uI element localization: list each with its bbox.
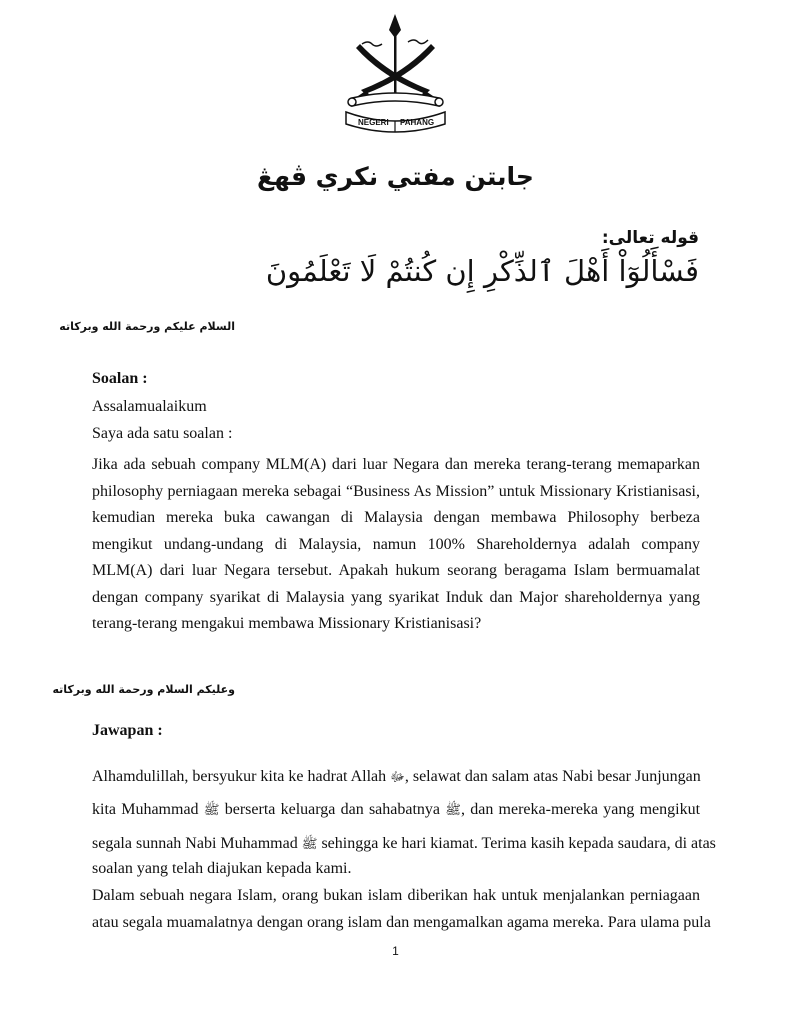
answer-line-6: atau segala muamalatnya dengan orang islam dan mengamalkan agama mereka. Para ulama pula [92, 914, 711, 931]
answer-line-3a: segala sunnah Nabi Muhammad [92, 835, 298, 852]
answer-line-2c: , dan mereka-mereka yang mengikut [460, 801, 701, 818]
saw-glyph: ﷺ [203, 803, 220, 818]
question-line-1: Assalamualaikum [92, 398, 207, 415]
answer-line-3 [92, 835, 716, 855]
answer-line-1b: , selawat dan salam atas Nabi besar Junjungan [404, 768, 701, 785]
pahang-mufti-emblem [338, 8, 453, 136]
quran-verse: فَسْأَلُوٓاْ أَهْلَ ٱلذِّكْرِ إِن كُنتُمْ لَا تَعْلَمُونَ [265, 254, 699, 288]
salam-greeting: السلام عليكم ورحمة الله وبركاته [59, 320, 235, 333]
salam-reply: وعليكم السلام ورحمة الله وبركاته [52, 683, 235, 696]
ra-glyph: ﷺ [445, 803, 461, 818]
answer-line-5: Dalam sebuah negara Islam, orang bukan islam diberikan hak untuk menjalankan perniagaan [92, 887, 700, 904]
answer-heading: Jawapan : [92, 722, 163, 739]
answer-line-2a: kita Muhammad [92, 801, 199, 818]
question-body: Jika ada sebuah company MLM(A) dari luar Negara dan mereka terang-terang memaparkan philosophy perniagaan mereka sebagai “Business As Mission” untuk Missionary Kristianisasi, kemudian mereka buka cawangan di Malaysia dengan membawa Philosophy berbeza mengikut undang-undang di Malaysia, namun 100% Shareholdernya adalah company MLM(A) dari luar Negara tersebut. Apakah hukum seorang beragama Islam bermuamalat dengan company syarikat di Malaysia yang syarikat Induk dan Major shareholdernya yang terang-terang mengakui membawa Missionary Kristianisasi? [92, 456, 700, 632]
banner-left-text: NEGERI [358, 118, 389, 127]
answer-line-4: soalan yang telah diajukan kepada kami. [92, 860, 352, 877]
question-heading: Soalan : [92, 370, 148, 387]
qawluh-heading: قوله تعالى: [601, 228, 699, 248]
answer-line-1 [92, 768, 700, 788]
saw-glyph: ﷺ [301, 837, 318, 852]
document-title: جابتن مفتي نكري ڤهڠ [257, 162, 534, 191]
page-number: 1 [392, 944, 399, 958]
question-line-2: Saya ada satu soalan : [92, 425, 233, 442]
answer-line-1a: Alhamdulillah, bersyukur kita ke hadrat Allah [92, 768, 387, 785]
banner-right-text: PAHANG [400, 118, 435, 127]
answer-line-3b: sehingga ke hari kiamat. Terima kasih kepada saudara, di atas [321, 835, 716, 852]
answer-line-2 [92, 801, 700, 821]
swt-glyph: ﷻ [390, 770, 405, 785]
answer-line-2b: berserta keluarga dan sahabatnya [224, 801, 441, 818]
